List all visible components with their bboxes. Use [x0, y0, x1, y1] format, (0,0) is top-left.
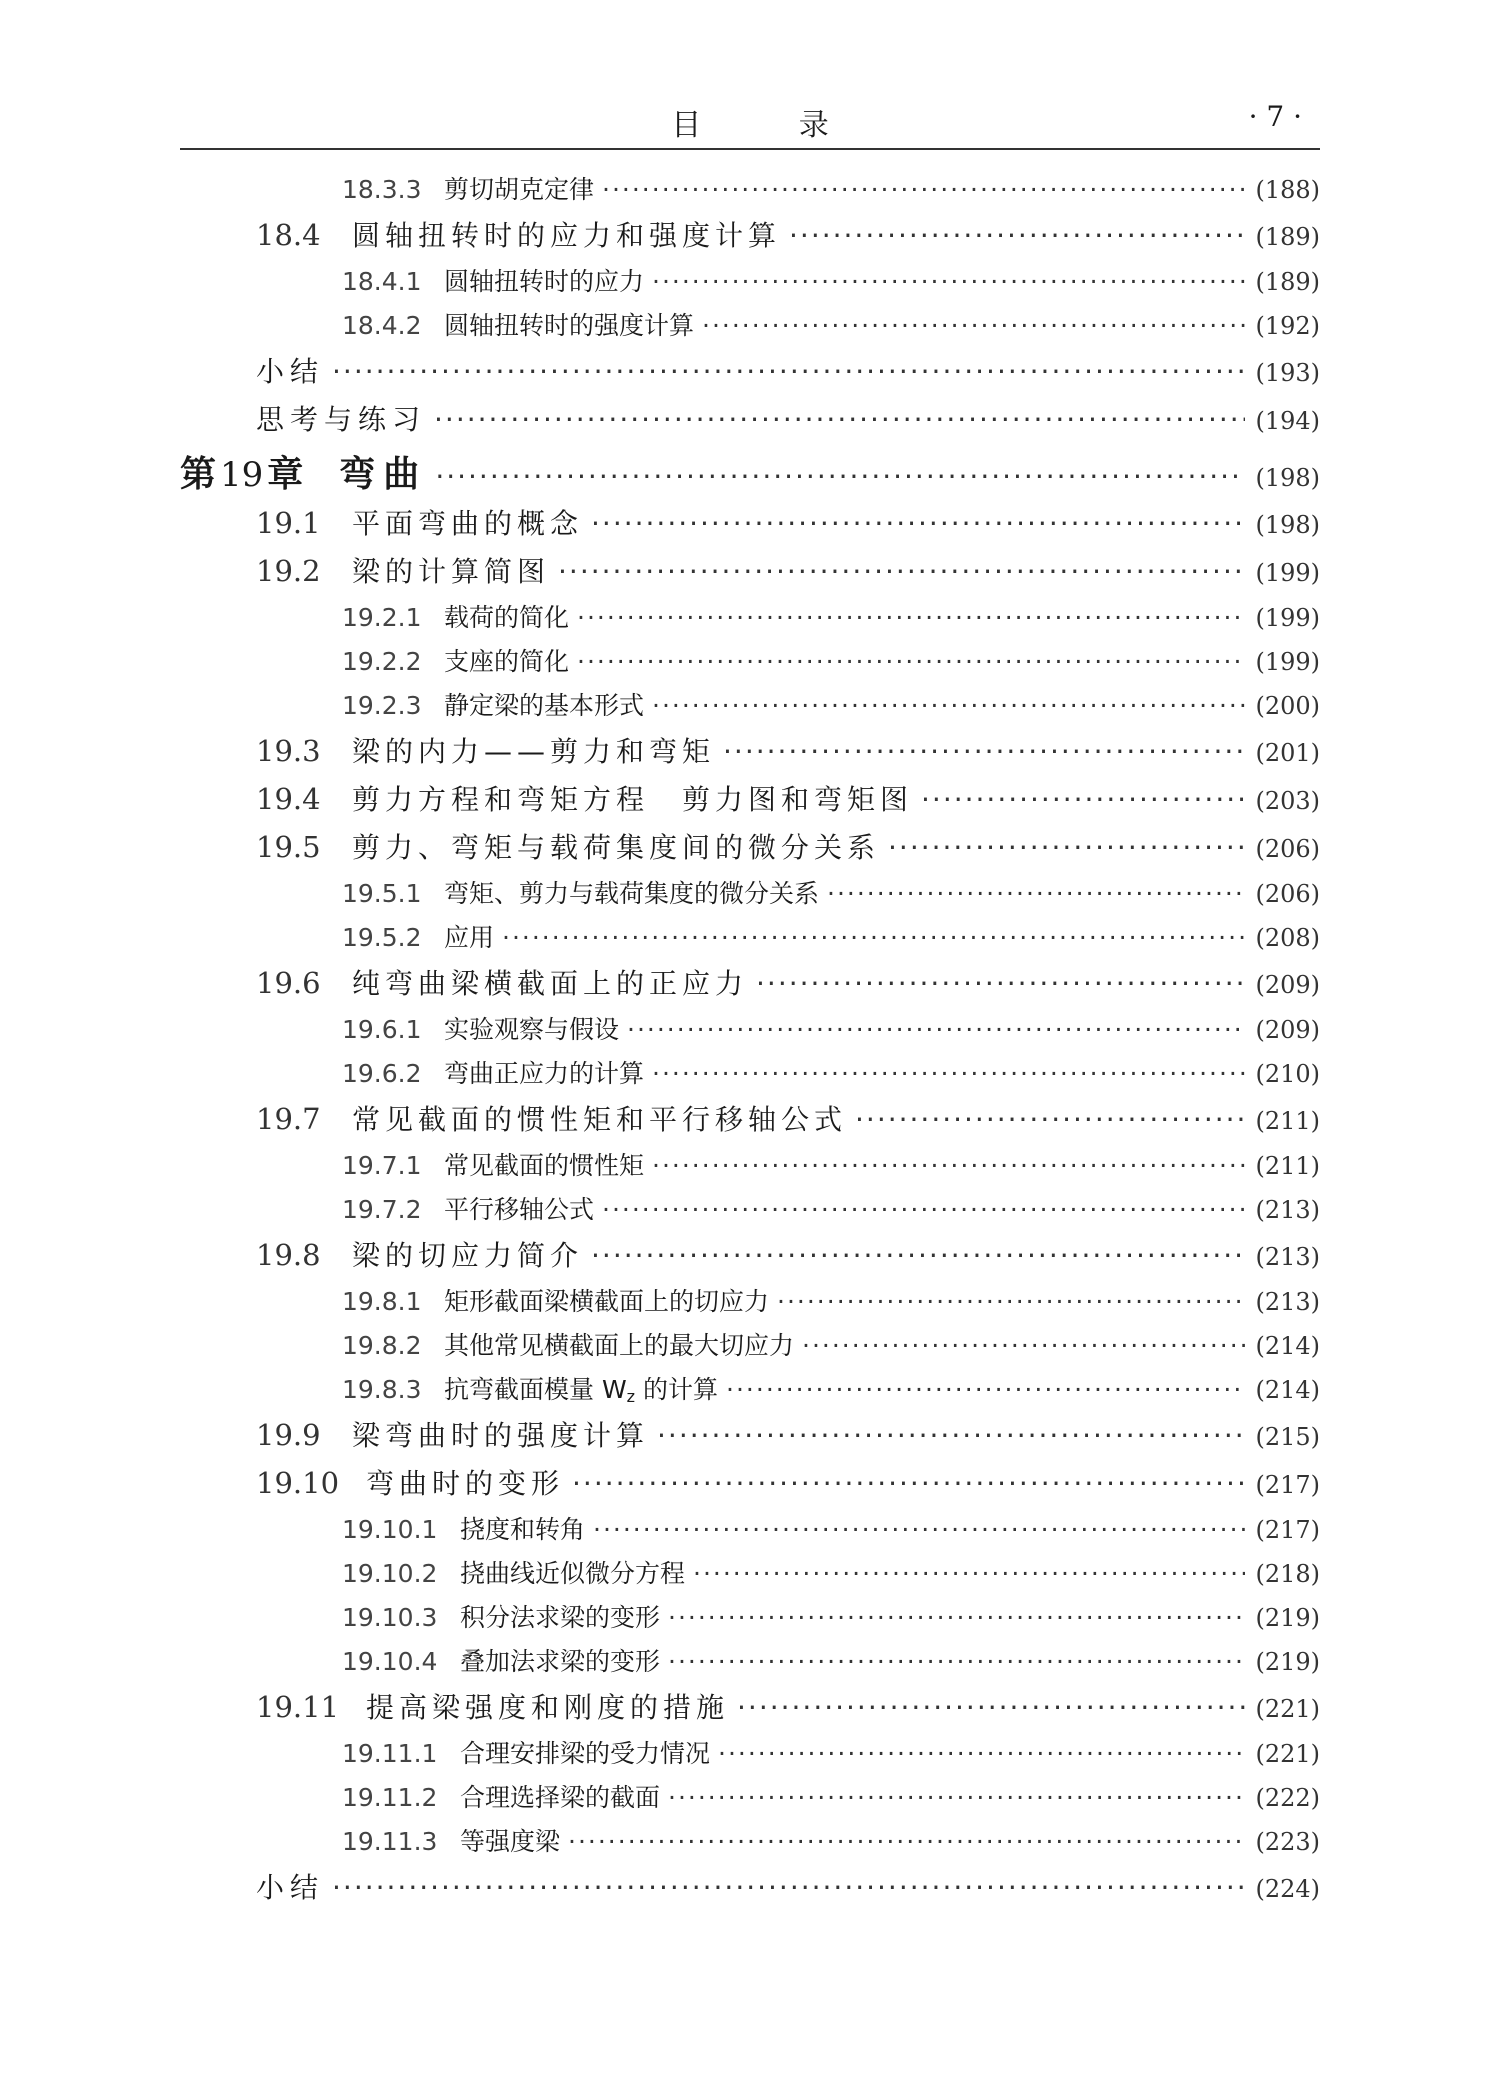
toc-entry	[180, 1778, 1320, 1822]
toc-entry-title	[366, 1462, 564, 1502]
toc-entry-page: (200)	[1255, 692, 1320, 720]
toc-entry-title-text: 梁弯曲时的强度计算	[352, 1419, 650, 1452]
toc-entry-number: 18.4	[256, 218, 321, 252]
toc-entry-page: (203)	[1255, 787, 1320, 815]
toc-entry-title-text: 积分法求梁的变形	[460, 1603, 661, 1632]
toc-entry-title-text: 常见截面的惯性矩	[444, 1151, 645, 1180]
toc-entry	[180, 1234, 1320, 1282]
toc-entry-page: (208)	[1255, 924, 1320, 952]
toc-entry-number: 19.2	[256, 554, 321, 588]
toc-entry-title-text: 剪力、弯矩与载荷集度间的微分关系	[352, 831, 881, 864]
table-of-contents	[180, 170, 1320, 1914]
toc-entry-page: (217)	[1255, 1471, 1320, 1499]
toc-entry-title-text: 弯曲	[339, 454, 428, 495]
toc-entry-title-text: 载荷的简化	[444, 603, 570, 632]
toc-entry	[180, 170, 1320, 214]
toc-entry-title	[444, 306, 694, 342]
toc-entry-number: 19.6	[256, 966, 321, 1000]
toc-dot-leader	[332, 1871, 1245, 1904]
chapter-digits: 19	[220, 455, 264, 495]
toc-dot-leader	[602, 175, 1245, 204]
toc-entry-number: 19.7	[256, 1102, 321, 1136]
toc-entry-number: 19.8	[256, 1238, 321, 1272]
toc-dot-leader	[827, 879, 1245, 908]
toc-entry	[180, 730, 1320, 778]
toc-entry-page: (221)	[1255, 1695, 1320, 1723]
toc-entry-title	[444, 1282, 769, 1318]
toc-dot-leader	[723, 735, 1245, 768]
toc-dot-leader	[718, 1739, 1245, 1768]
toc-dot-leader	[435, 460, 1245, 493]
toc-entry-page: (213)	[1255, 1288, 1320, 1316]
toc-entry-title-text: 静定梁的基本形式	[444, 691, 645, 720]
toc-entry-number: 18.3.3	[342, 175, 422, 204]
toc-entry-number: 19.3	[256, 734, 321, 768]
toc-dot-leader	[726, 1375, 1245, 1404]
toc-entry	[180, 1282, 1320, 1326]
toc-entry-title	[460, 1822, 560, 1858]
toc-entry-title-text: 实验观察与假设	[444, 1015, 620, 1044]
header-page-number: · 7 ·	[1248, 100, 1302, 133]
toc-entry-page: (224)	[1255, 1875, 1320, 1903]
toc-entry-title-text: 圆轴扭转时的应力和强度计算	[352, 219, 782, 252]
toc-entry	[180, 1190, 1320, 1234]
toc-entry	[180, 1326, 1320, 1370]
toc-dot-leader	[577, 603, 1245, 632]
toc-dot-leader	[668, 1603, 1245, 1632]
toc-entry-title	[352, 730, 715, 770]
toc-dot-leader	[657, 1419, 1245, 1452]
toc-entry	[180, 306, 1320, 350]
toc-entry-page: (209)	[1255, 1016, 1320, 1044]
toc-entry-number: 19.5.1	[342, 879, 422, 908]
toc-entry-title-text: 小结	[256, 355, 325, 388]
toc-entry-page: (206)	[1255, 835, 1320, 863]
toc-entry-title	[352, 962, 748, 1002]
toc-entry	[180, 502, 1320, 550]
toc-entry-title-tail: 的计算	[635, 1375, 719, 1404]
toc-entry-title	[444, 1370, 718, 1406]
toc-entry-number: 18.4.2	[342, 311, 422, 340]
toc-entry-title-text: 挠曲线近似微分方程	[460, 1559, 686, 1588]
toc-entry-title	[256, 350, 324, 390]
toc-entry-title-text: 应用	[444, 923, 495, 952]
toc-entry-page: (219)	[1255, 1604, 1320, 1632]
toc-entry-page: (213)	[1255, 1196, 1320, 1224]
toc-entry	[180, 550, 1320, 598]
toc-entry-title	[460, 1554, 685, 1590]
toc-entry-title-text: 剪力方程和弯矩方程 剪力图和弯矩图	[352, 783, 914, 816]
toc-dot-leader	[668, 1647, 1245, 1676]
toc-entry-number: 19.8.1	[342, 1287, 422, 1316]
toc-entry	[180, 1510, 1320, 1554]
toc-entry	[180, 262, 1320, 306]
toc-entry-title-text: 弯曲正应力的计算	[444, 1059, 645, 1088]
toc-entry-page: (194)	[1255, 407, 1320, 435]
toc-entry	[180, 214, 1320, 262]
toc-entry-title	[444, 262, 644, 298]
toc-entry-title-text: 抗弯截面模量 W	[444, 1375, 627, 1404]
toc-entry	[180, 1054, 1320, 1098]
toc-entry-title-text: 梁的切应力简介	[352, 1239, 584, 1272]
toc-entry	[180, 1010, 1320, 1054]
toc-dot-leader	[789, 219, 1245, 252]
toc-entry-page: (193)	[1255, 359, 1320, 387]
toc-entry-title-text: 叠加法求梁的变形	[460, 1647, 661, 1676]
toc-dot-leader	[591, 1239, 1245, 1272]
toc-entry-page: (210)	[1255, 1060, 1320, 1088]
toc-entry	[180, 1734, 1320, 1778]
toc-entry	[180, 350, 1320, 398]
toc-dot-leader	[702, 311, 1245, 340]
toc-entry-title	[460, 1778, 660, 1814]
toc-dot-leader	[591, 507, 1245, 540]
toc-entry	[180, 1686, 1320, 1734]
toc-entry	[180, 918, 1320, 962]
toc-entry-title	[444, 598, 569, 634]
toc-entry	[180, 1146, 1320, 1190]
toc-entry-title-text: 剪切胡克定律	[444, 175, 595, 204]
toc-dot-leader	[332, 355, 1245, 388]
toc-entry-page: (219)	[1255, 1648, 1320, 1676]
toc-entry-number: 19.9	[256, 1418, 321, 1452]
toc-entry-page: (198)	[1255, 511, 1320, 539]
toc-entry-page: (217)	[1255, 1516, 1320, 1544]
toc-dot-leader	[652, 1059, 1245, 1088]
toc-dot-leader	[737, 1691, 1245, 1724]
toc-entry-page: (189)	[1255, 268, 1320, 296]
toc-entry	[180, 398, 1320, 446]
toc-entry	[180, 686, 1320, 730]
toc-entry-page: (199)	[1255, 604, 1320, 632]
toc-entry-title	[352, 1098, 847, 1138]
toc-entry-page: (199)	[1255, 559, 1320, 587]
toc-entry-page: (221)	[1255, 1740, 1320, 1768]
toc-entry-page: (215)	[1255, 1423, 1320, 1451]
toc-entry-number: 19.10.1	[342, 1515, 438, 1544]
toc-entry-number: 19.6.1	[342, 1015, 422, 1044]
toc-entry-title-subscript: z	[626, 1387, 636, 1406]
toc-entry-number: 19.11.2	[342, 1783, 438, 1812]
toc-entry-title-text: 小结	[256, 1871, 325, 1904]
toc-entry	[180, 642, 1320, 686]
toc-entry-title	[444, 918, 494, 954]
toc-entry-title-text: 矩形截面梁横截面上的切应力	[444, 1287, 770, 1316]
toc-entry-title-text: 合理选择梁的截面	[460, 1783, 661, 1812]
toc-entry-title	[460, 1734, 710, 1770]
toc-entry-title	[256, 1866, 324, 1906]
toc-entry-title	[352, 826, 880, 866]
toc-entry-number: 19.8.2	[342, 1331, 422, 1360]
toc-entry-number: 18.4.1	[342, 267, 422, 296]
header-title: 目 录	[671, 108, 873, 143]
toc-dot-leader	[888, 831, 1245, 864]
toc-entry-title	[444, 1146, 644, 1182]
toc-dot-leader	[777, 1287, 1245, 1316]
toc-dot-leader	[668, 1783, 1245, 1812]
toc-dot-leader	[855, 1103, 1245, 1136]
toc-entry-title-text: 支座的简化	[444, 647, 570, 676]
toc-entry-title-text: 梁的计算简图	[352, 555, 551, 588]
toc-entry-number: 19.7.1	[342, 1151, 422, 1180]
toc-entry-number: 19.10	[256, 1466, 340, 1500]
toc-entry-page: (188)	[1255, 176, 1320, 204]
toc-entry	[180, 1098, 1320, 1146]
toc-entry-title-text: 梁的内力——剪力和弯矩	[352, 735, 716, 768]
toc-entry-page: (213)	[1255, 1243, 1320, 1271]
toc-entry	[180, 962, 1320, 1010]
toc-dot-leader	[652, 267, 1245, 296]
toc-entry-page: (199)	[1255, 648, 1320, 676]
toc-entry-title-text: 平面弯曲的概念	[352, 507, 584, 540]
toc-entry-title	[444, 1190, 594, 1226]
toc-entry-title	[352, 1234, 583, 1274]
toc-entry-number: 19.11	[256, 1690, 340, 1724]
toc-entry-title	[352, 502, 583, 542]
toc-entry-page: (209)	[1255, 971, 1320, 999]
toc-entry-page: (223)	[1255, 1828, 1320, 1856]
toc-entry-page: (201)	[1255, 739, 1320, 767]
toc-entry-title-text: 弯曲时的变形	[366, 1467, 565, 1500]
toc-entry-number: 19.2.2	[342, 647, 422, 676]
toc-entry-title-text: 常见截面的惯性矩和平行移轴公式	[352, 1103, 848, 1136]
toc-entry-title	[444, 1326, 794, 1362]
toc-entry	[180, 1414, 1320, 1462]
toc-entry-number: 19.5.2	[342, 923, 422, 952]
toc-entry-number: 19.6.2	[342, 1059, 422, 1088]
toc-entry-page: (211)	[1255, 1152, 1320, 1180]
toc-entry-number: 19.2.3	[342, 691, 422, 720]
toc-dot-leader	[802, 1331, 1245, 1360]
toc-entry-number: 19.1	[256, 506, 321, 540]
toc-entry-title-text: 弯矩、剪力与载荷集度的微分关系	[444, 879, 820, 908]
toc-dot-leader	[572, 1467, 1245, 1500]
toc-entry	[180, 874, 1320, 918]
toc-entry	[180, 1370, 1320, 1414]
toc-entry-title	[352, 550, 550, 590]
toc-entry-number: 19.8.3	[342, 1375, 422, 1404]
toc-dot-leader	[652, 691, 1245, 720]
toc-dot-leader	[593, 1515, 1245, 1544]
toc-entry-title-text: 挠度和转角	[460, 1515, 586, 1544]
toc-entry-title	[460, 1510, 585, 1546]
toc-entry	[180, 446, 1320, 502]
toc-entry-number: 19.10.2	[342, 1559, 438, 1588]
toc-entry	[180, 1642, 1320, 1686]
toc-entry-number: 19.2.1	[342, 603, 422, 632]
toc-entry	[180, 598, 1320, 642]
toc-entry-number: 19.11.3	[342, 1827, 438, 1856]
toc-entry-title	[352, 214, 781, 254]
toc-entry-page: (198)	[1255, 464, 1320, 492]
toc-entry-title	[352, 778, 913, 818]
toc-entry	[180, 1554, 1320, 1598]
toc-entry-title-text: 提高梁强度和刚度的措施	[366, 1691, 730, 1724]
toc-dot-leader	[693, 1559, 1245, 1588]
toc-entry-number: 19.7.2	[342, 1195, 422, 1224]
toc-entry-title	[444, 170, 594, 206]
toc-entry-page: (222)	[1255, 1784, 1320, 1812]
toc-entry	[180, 826, 1320, 874]
toc-entry-title-text: 平行移轴公式	[444, 1195, 595, 1224]
toc-entry-page: (192)	[1255, 312, 1320, 340]
toc-entry-number: 19.4	[256, 782, 321, 816]
toc-entry-page: (189)	[1255, 223, 1320, 251]
toc-entry-number: 19.10.4	[342, 1647, 438, 1676]
toc-dot-leader	[558, 555, 1245, 588]
toc-entry-title	[444, 1010, 619, 1046]
toc-dot-leader	[568, 1827, 1245, 1856]
toc-entry-title	[352, 1414, 649, 1454]
toc-entry-title	[366, 1686, 729, 1726]
toc-entry	[180, 1866, 1320, 1914]
toc-entry-page: (214)	[1255, 1376, 1320, 1404]
toc-chapter-number	[180, 446, 303, 497]
toc-entry-title	[339, 446, 427, 497]
toc-entry-title	[444, 642, 569, 678]
toc-entry-title	[444, 1054, 644, 1090]
toc-entry-page: (218)	[1255, 1560, 1320, 1588]
toc-dot-leader	[577, 647, 1245, 676]
toc-dot-leader	[921, 783, 1245, 816]
toc-dot-leader	[434, 403, 1245, 436]
chapter-prefix: 第	[180, 454, 217, 495]
page-header	[180, 100, 1320, 150]
toc-dot-leader	[756, 967, 1245, 1000]
toc-dot-leader	[502, 923, 1245, 952]
toc-entry-page: (206)	[1255, 880, 1320, 908]
toc-entry-number: 19.10.3	[342, 1603, 438, 1632]
toc-entry-title	[460, 1598, 660, 1634]
toc-entry-page: (211)	[1255, 1107, 1320, 1135]
toc-entry	[180, 1822, 1320, 1866]
toc-entry	[180, 778, 1320, 826]
toc-entry	[180, 1462, 1320, 1510]
toc-entry-title	[256, 398, 426, 438]
toc-dot-leader	[627, 1015, 1245, 1044]
toc-entry-number: 19.5	[256, 830, 321, 864]
toc-dot-leader	[652, 1151, 1245, 1180]
toc-entry-title-text: 其他常见横截面上的最大切应力	[444, 1331, 795, 1360]
toc-entry-page: (214)	[1255, 1332, 1320, 1360]
chapter-suffix: 章	[267, 454, 304, 495]
toc-entry-title	[444, 874, 819, 910]
toc-entry-number: 19.11.1	[342, 1739, 438, 1768]
toc-entry-title-text: 圆轴扭转时的应力	[444, 267, 645, 296]
toc-entry-title-text: 等强度梁	[460, 1827, 561, 1856]
toc-entry-title	[444, 686, 644, 722]
toc-entry-title-text: 思考与练习	[256, 403, 427, 436]
toc-entry-title-text: 圆轴扭转时的强度计算	[444, 311, 695, 340]
toc-entry-title-text: 纯弯曲梁横截面上的正应力	[352, 967, 749, 1000]
toc-entry	[180, 1598, 1320, 1642]
toc-entry-title	[460, 1642, 660, 1678]
toc-entry-title-text: 合理安排梁的受力情况	[460, 1739, 711, 1768]
toc-dot-leader	[602, 1195, 1245, 1224]
